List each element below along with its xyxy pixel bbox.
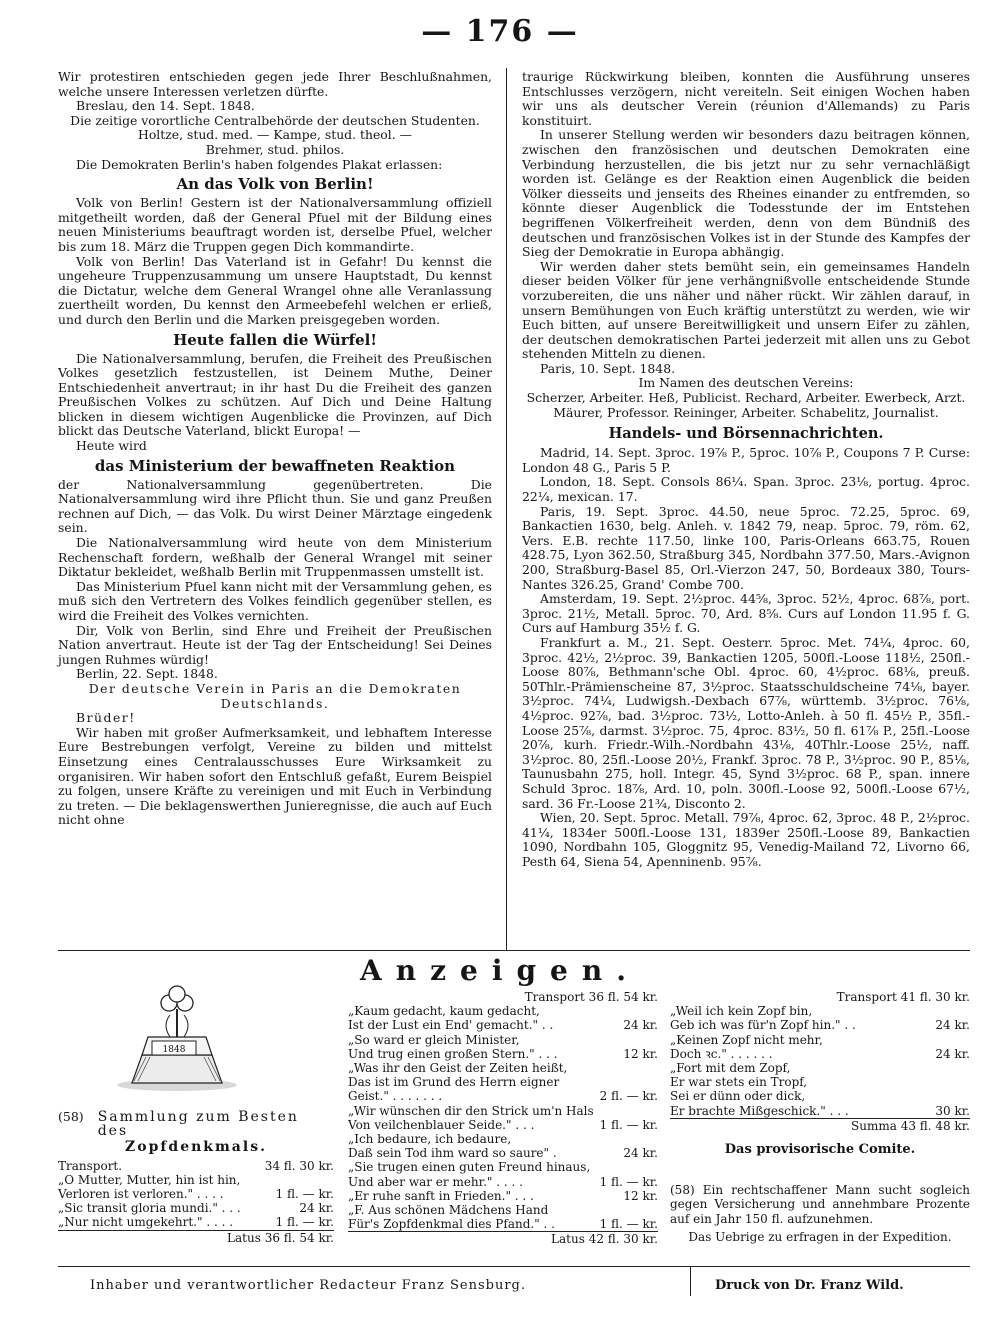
right-column xyxy=(522,70,970,869)
ad-entry-text: „Sic transit gloria mundi." . . . xyxy=(58,1201,241,1216)
left-column-paragraph: Heute wird xyxy=(76,438,147,454)
right-column-paragraph: Paris, 19. Sept. 3proc. 44.50, neue 5proc. 72.25, 5proc. 69, Bankactien 1630, belg. Anleh. v. 1842 79, neap. 5proc. 79, röm. 62, Vers. E.B. rechte 117.50, linke 100, Paris-Orleans 663.75, Rouen 428.75, Lyon 362.50, Straßburg 345, Nordbahn 377.50, Mars.-Avignon 200, Straßburg-Basel 85, Orl.-Vierzon 247, 50, Bordeaux 380, Tours-Nantes 326.25, Grand' Combe 700. xyxy=(522,503,970,592)
right-column-paragraph: Madrid, 14. Sept. 3proc. 19⅞ P., 5proc. 10⅞ P., Coupons 7 P. Curse: London 48 G., Paris 5 P. xyxy=(522,445,970,475)
right-column-paragraph: In unserer Stellung werden wir besonders dazu beitragen können, zwischen den französischen und deutschen Demokraten eine Verbindung herzustellen, die bis jetzt nur zu sehr vernachläßigt worden ist. Gelänge es der Reaktion einen Augenblick die beiden Völker diesseits und jenseits des Rheines einander zu entfremden, so könnte dieser Augenblick die Todesstunde der im Entstehen begriffenen Völkerfreiheit werden, denn von dem Bündniß des deutschen und französischen Volkes ist in der Stunde des Kampfes der Sieg der Demokratie in Europa abhängig. xyxy=(522,127,970,260)
monument-illustration xyxy=(112,985,242,1093)
ad-entry-row xyxy=(348,1118,658,1132)
ad-entry-text: Er brachte Mißgeschick." . . . xyxy=(670,1103,849,1118)
section-divider xyxy=(58,950,970,951)
right-column-paragraph: Im Namen des deutschen Vereins: xyxy=(638,375,854,391)
ad-entry-amount: 24 kr. xyxy=(299,1201,334,1216)
latus-2: Latus 42 fl. 30 kr. xyxy=(348,1231,658,1246)
ad-entry-row xyxy=(670,1061,970,1075)
left-column-paragraph: Die Nationalversammlung wird heute von dem Ministerium Rechenschaft fordern, weßhalb der General Wrangel mit seiner Diktatur bekleidet, weßhalb Berlin mit Truppenmassen umstellt ist. xyxy=(58,535,492,580)
ad-entry-row xyxy=(348,1104,658,1118)
right-column-paragraph: Wir werden daher stets bemüht sein, ein gemeinsames Handeln dieser beiden Völker für jene verhängnißvolle entscheidende Stunde vorzubereiten, die uns näher und näher rückt. Wir zählen darauf, in unsern Bemühungen von Euch kräftig unterstützt zu werden, wie wir Euch bitten, auf unsere Bereitwilligkeit und unsern Eifer zu zählen, der deutschen demokratischen Partei jederzeit mit allen uns zu Gebot stehenden Mitteln zu dienen. xyxy=(522,258,970,362)
ad-entry-row xyxy=(670,1047,970,1061)
ad-entry-row xyxy=(348,1018,658,1032)
ad-number: (58) xyxy=(58,1109,84,1124)
left-column-paragraph: Die Nationalversammlung, berufen, die Freiheit des Preußischen Volkes gesetzlich festzustellen, ist Deinem Muthe, Deiner Entschiedenheit anvertraut; in ihr hast Du die Freiheit des ganzen Preußischen Volkes zu schützen. Auf Dich und Deine Haltung blicken in diesem wichtigen Augenblicke die Provinzen, auf Dich blickt das Deutsche Vaterland, blickt Europa! — xyxy=(58,350,492,439)
monument-year: 1848 xyxy=(162,1045,186,1055)
left-column-paragraph: Der deutsche Verein in Paris an die Demokraten Deutschlands. xyxy=(88,680,462,711)
ad-title xyxy=(58,1110,334,1138)
right-column-paragraph: Frankfurt a. M., 21. Sept. Oesterr. 5proc. Met. 74¼, 4proc. 60, 3proc. 42½, 2½proc. 39, Bankactien 1205, 500fl.-Loose 118½, 250fl.-Loose 80⅞, Bethmann'sche Obl. 4proc. 60, 4½proc. 68⅛, preuß. 50Thlr.-Prämienscheine 87, 3½proc. Staatsschuldscheine 74⅛, bayer. 3½proc. 74¼, Ludwigsh.-Dexbach 67⅞, württemb. 3½proc. 76⅛, 4½proc. 92⅞, bad. 3½proc. 73½, Lotto-Anleh. à 50 fl. 45½ P., 35fl.-Loose 25⅞, darmst. 3½proc. 75, 4proc. 83½, 50 fl. 61⅞ P., 25fl.-Loose 20⅞, kurh. Friedr.-Wilh.-Nordbahn 43⅛, 40Thlr.-Loose 25½, naff. 3½proc. 80, 25fl.-Loose 20½, Frankf. 3proc. 78 P., 3½proc. 90 P., 85⅛, Taunusbahn 275, holl. Integr. 45, Synd 3½proc. 68 P., span. innere Schuld 3proc. 18⅞, Ard. 10, poln. 300fl.-Loose 92, 500fl.-Loose 67½, sard. 36 Fr.-Loose 21¾, Disconto 2. xyxy=(522,634,970,811)
ad-entry-text: „Kaum gedacht, kaum gedacht, xyxy=(348,1004,540,1019)
right-column-paragraph: Amsterdam, 19. Sept. 2½proc. 44⅝, 3proc. 52½, 4proc. 68⅞, port. 3proc. 21½, Metall. 5proc. 70, Ard. 8⅝. Curs auf London 11.95 f. G. Curs auf Hamburg 35½ f. G. xyxy=(522,591,970,636)
ad-entry-text: Geb ich was für'n Zopf hin." . . xyxy=(670,1018,856,1033)
ad-entry-row xyxy=(670,1033,970,1047)
left-column-paragraph: Brehmer, stud. philos. xyxy=(205,141,345,157)
ad-entry-row xyxy=(670,1089,970,1103)
ad-entry-amount: 1 fl. — kr. xyxy=(599,1117,658,1132)
ad-entry-text: „F. Aus schönen Mädchens Hand xyxy=(348,1203,549,1218)
summa: Summa 43 fl. 48 kr. xyxy=(670,1118,970,1133)
left-column-paragraph: An das Volk von Berlin! xyxy=(176,175,374,194)
ad-entry-text: Und aber war er mehr." . . . . xyxy=(348,1174,523,1189)
ad-entry-text: „Ich bedaure, ich bedaure, xyxy=(348,1132,512,1147)
ad-entry-text: „Weil ich kein Zopf bin, xyxy=(670,1004,813,1019)
ad-entry-row xyxy=(58,1173,334,1187)
ad-entry-text: Sei er dünn oder dick, xyxy=(670,1089,806,1104)
ad-entries-1 xyxy=(58,1159,334,1230)
left-column-paragraph: Volk von Berlin! Gestern ist der Nationalversammlung offiziell mitgetheilt worden, daß der General Pfuel mit der Bildung eines neuen Ministeriums beauftragt worden ist, derselbe Pfuel, welcher bis zum 18. März die Truppen gegen Dich kommandirte. xyxy=(58,195,492,254)
transport-3: Transport 41 fl. 30 kr. xyxy=(836,990,970,1004)
anzeigen-title: Anzeigen. xyxy=(360,954,640,987)
ad-entry-row xyxy=(670,1004,970,1018)
ad-entry-amount: 24 kr. xyxy=(935,1046,970,1061)
ad-entry-amount: 12 kr. xyxy=(623,1046,658,1061)
ad-entry-row xyxy=(348,1047,658,1061)
ad-entry-row xyxy=(348,1217,658,1231)
ad-collection-column-1 xyxy=(58,1110,334,1245)
right-column-paragraph: Scherzer, Arbeiter. Heß, Publicist. Rechard, Arbeiter. Ewerbeck, Arzt. Mäurer, Professor. Reininger, Arbeiter. Schabelitz, Journalist. xyxy=(526,390,966,420)
ad-entry-text: „O Mutter, Mutter, hin ist hin, xyxy=(58,1172,241,1187)
right-column-paragraph: Paris, 10. Sept. 1848. xyxy=(540,360,676,376)
classified-note-2: Das Uebrige zu erfragen in der Expedition. xyxy=(688,1229,952,1244)
left-column-paragraph: Wir protestiren entschieden gegen jede Ihrer Beschlußnahmen, welche unsere Interessen verletzen dürfte. xyxy=(58,69,492,99)
ad-entry-text: „Was ihr den Geist der Zeiten heißt, xyxy=(348,1061,568,1076)
left-column-paragraph: Wir haben mit großer Aufmerksamkeit, und lebhaftem Interesse Eure Bestrebungen verfolgt, Vereine zu bilden und mittelst Einsetzung eines Centralausschusses Eure Wirksamkeit zu organisiren. Wir haben sofort den Entschluß gefaßt, Eurem Beispiel zu folgen, unsere Kräfte zu vereinigen und mit Euch in Verbindung zu treten. — Die beklagenswerthen Junieregnisse, die auch auf Euch nicht ohne xyxy=(58,724,492,828)
transport-2: Transport 36 fl. 54 kr. xyxy=(524,990,658,1004)
ad-entry-amount: 34 fl. 30 kr. xyxy=(264,1158,334,1173)
left-column-paragraph: Die zeitige vorortliche Centralbehörde der deutschen Studenten. xyxy=(70,112,480,128)
ad-entry-row xyxy=(348,1203,658,1217)
left-column-paragraph: Das Ministerium Pfuel kann nicht mit der Versammlung gehen, es muß sich den Vertretern des Volkes feindlich gegenüber stellen, es wird die Freiheit des Volkes vernichten. xyxy=(58,578,492,623)
left-column-paragraph: Breslau, den 14. Sept. 1848. xyxy=(76,98,255,114)
ad-entry-row xyxy=(348,1132,658,1146)
ad-entry-text: Doch ꝛc." . . . . . . xyxy=(670,1046,773,1061)
ad-entry-text: Ist der Lust ein End' gemacht." . . xyxy=(348,1018,554,1033)
ad-title-line1: Sammlung zum Besten des xyxy=(97,1109,299,1140)
ad-entry-text: „Keinen Zopf nicht mehr, xyxy=(670,1032,823,1047)
right-column-paragraph: London, 18. Sept. Consols 86¼. Span. 3proc. 23⅛, portug. 4proc. 22¼, mexican. 17. xyxy=(522,474,970,505)
ad-entry-text: Transport. xyxy=(58,1158,123,1173)
ad-entry-amount: 12 kr. xyxy=(623,1188,658,1203)
left-column-paragraph: Brüder! xyxy=(76,710,136,726)
ad-entry-row xyxy=(348,1061,658,1075)
ad-entry-text: Das ist im Grund des Herrn eigner xyxy=(348,1075,560,1090)
ad-entry-amount: 2 fl. — kr. xyxy=(599,1089,658,1104)
ad-entry-text: „So ward er gleich Minister, xyxy=(348,1032,520,1047)
ad-entry-text: „Er ruhe sanft in Frieden." . . . xyxy=(348,1188,534,1203)
ad-collection-column-3 xyxy=(670,990,970,1244)
ad-entry-amount: 24 kr. xyxy=(623,1018,658,1033)
latus-1: Latus 36 fl. 54 kr. xyxy=(58,1230,334,1245)
left-column-paragraph: das Ministerium der bewaffneten Reaktion xyxy=(94,456,456,475)
ad-entry-text: Er war stets ein Tropf, xyxy=(670,1075,808,1090)
ad-entry-text: Verloren ist verloren." . . . . xyxy=(58,1187,224,1202)
ad-entry-amount: 24 kr. xyxy=(623,1146,658,1161)
ad-entry-row xyxy=(670,1104,970,1118)
right-column-paragraph: Handels- und Börsennachrichten. xyxy=(608,425,884,443)
ad-entry-text: Geist." . . . . . . . xyxy=(348,1089,443,1104)
ad-entry-text: Daß sein Tod ihm ward so saure" . xyxy=(348,1146,557,1161)
ad-entry-row xyxy=(348,1160,658,1174)
ad-entries-3 xyxy=(670,1004,970,1118)
ad-entry-text: Und trug einen großen Stern." . . . xyxy=(348,1046,558,1061)
ad-entry-row xyxy=(348,1004,658,1018)
ad-entry-row xyxy=(348,1189,658,1203)
footer-rule xyxy=(58,1266,970,1267)
ad-entry-text: „Nur nicht umgekehrt." . . . . xyxy=(58,1215,234,1230)
left-column xyxy=(58,70,492,828)
footer-printer: Druck von Dr. Franz Wild. xyxy=(715,1278,904,1293)
ad-entry-row xyxy=(670,1018,970,1032)
ad-entry-row xyxy=(58,1159,334,1173)
ad-entries-2 xyxy=(348,1004,658,1231)
ad-entry-row xyxy=(58,1215,334,1229)
ad-entry-text: Für's Zopfdenkmal dies Pfand." . . xyxy=(348,1217,555,1232)
ad-title-line2: Zopfdenkmals. xyxy=(125,1139,267,1156)
left-column-paragraph: Berlin, 22. Sept. 1848. xyxy=(76,666,218,682)
ad-entry-row xyxy=(348,1175,658,1189)
left-column-paragraph: Holtze, stud. med. — Kampe, stud. theol. — xyxy=(138,127,412,143)
footer-editor: Inhaber und verantwortlicher Redacteur Franz Sensburg. xyxy=(90,1278,527,1293)
ad-entry-row xyxy=(670,1075,970,1089)
ad-entry-amount: 1 fl. — kr. xyxy=(599,1217,658,1232)
ad-entry-text: Von veilchenblauer Seide." . . . xyxy=(348,1117,535,1132)
ad-entry-amount: 1 fl. — kr. xyxy=(275,1187,334,1202)
left-column-paragraph: Die Demokraten Berlin's haben folgendes Plakat erlassen: xyxy=(76,156,443,172)
left-column-paragraph: Dir, Volk von Berlin, sind Ehre und Freiheit der Preußischen Nation anvertraut. Heute ist der Tag der Entscheidung! Sei Deines jungen Ruhmes würdig! xyxy=(58,622,492,667)
ad-entry-text: „Fort mit dem Zopf, xyxy=(670,1061,791,1076)
ad-entry-row xyxy=(348,1075,658,1089)
ad-entry-amount: 1 fl. — kr. xyxy=(599,1174,658,1189)
ad-entry-text: „Wir wünschen dir den Strick um'n Hals xyxy=(348,1103,594,1118)
left-column-paragraph: der Nationalversammlung gegenübertreten. Die Nationalversammlung wird ihre Pflicht thun. Sie und ganz Preußen rechnen auf Dich, — das Volk. Du wirst Deiner Märztage eingedenk sein. xyxy=(58,476,492,536)
page-number: — 176 — xyxy=(421,14,579,49)
footer-divider xyxy=(690,1266,691,1296)
ad-collection-column-2 xyxy=(348,990,658,1247)
right-column-paragraph: traurige Rückwirkung bleiben, konnten die Ausführung unseres Entschlusses verzögern, nicht vereiteln. Seit einigen Wochen haben wir uns als deutscher Verein (réunion d'Allemands) zu Paris konstituirt. xyxy=(522,69,970,128)
right-column-paragraph: Wien, 20. Sept. 5proc. Metall. 79⅞, 4proc. 62, 3proc. 48 P., 2½proc. 41¼, 1834er 500fl.-Loose 131, 1839er 250fl.-Loose 89, Bankactien 1090, Nordbahn 105, Gloggnitz 95, Venedig-Mailand 72, Livorno 66, Pesth 64, Siena 54, Apenninenb. 95⅞. xyxy=(522,810,970,869)
ad-entry-row xyxy=(348,1089,658,1103)
classified-note: (58) Ein rechtschaffener Mann sucht sogleich gegen Versicherung und annehmbare Prozente auf ein Jahr 150 fl. aufzunehmen. xyxy=(670,1183,970,1226)
left-column-paragraph: Heute fallen die Würfel! xyxy=(173,330,377,349)
column-divider xyxy=(506,68,507,950)
left-column-paragraph: Volk von Berlin! Das Vaterland ist in Gefahr! Du kennst die ungeheure Truppenzusammung um unsere Hauptstadt, Du kennst die Dictatur, welche dem General Wrangel ohne alle Veranlassung zuertheilt worden, Du kennst den Armeebefehl welchen er erließ, und durch den Berlin und die Marken preisgegeben worden. xyxy=(58,253,492,327)
comite-signature: Das provisorische Comite. xyxy=(724,1142,916,1158)
ad-entry-amount: 30 kr. xyxy=(935,1103,970,1118)
ad-entry-text: „Sie trugen einen guten Freund hinaus, xyxy=(348,1160,591,1175)
ad-entry-row xyxy=(348,1033,658,1047)
ad-entry-amount: 24 kr. xyxy=(935,1018,970,1033)
ad-entry-row xyxy=(58,1201,334,1215)
ad-entry-amount: 1 fl. — kr. xyxy=(275,1215,334,1230)
ad-entry-row xyxy=(58,1187,334,1201)
ad-entry-row xyxy=(348,1146,658,1160)
